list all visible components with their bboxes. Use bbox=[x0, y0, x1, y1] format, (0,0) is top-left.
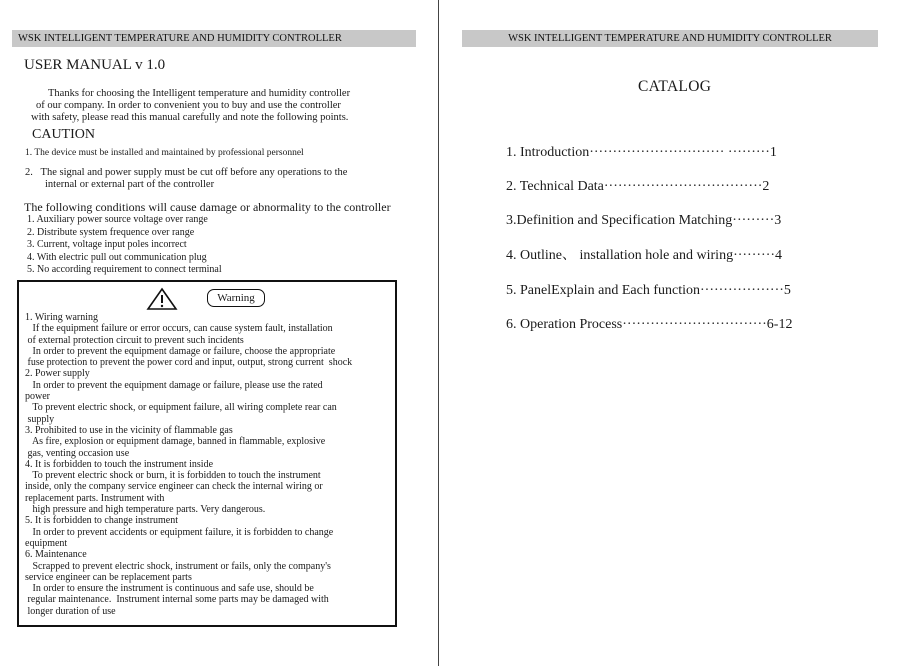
warning-line: gas, venting occasion use bbox=[25, 447, 130, 459]
manual-title: USER MANUAL v 1.0 bbox=[24, 57, 166, 73]
warning-line: To prevent electric shock or burn, it is forbidden to touch the instrument bbox=[25, 470, 321, 482]
warning-line: supply bbox=[25, 413, 55, 425]
condition-item: 3. Current, voltage input poles incorrect bbox=[27, 239, 187, 250]
caution-item-1: 1. The device must be installed and maintained by professional personnel bbox=[25, 148, 304, 158]
toc-item-panel-explain[interactable]: 5. PanelExplain and Each function··················5 bbox=[506, 283, 791, 298]
right-page-header: WSK INTELLIGENT TEMPERATURE AND HUMIDITY CONTROLLER bbox=[462, 30, 878, 47]
condition-item: 2. Distribute system frequence over range bbox=[27, 226, 195, 238]
warning-line: To prevent electric shock, or equipment failure, all wiring complete rear can bbox=[25, 402, 337, 414]
warning-line: of external protection circuit to prevent such incidents bbox=[25, 334, 244, 346]
warning-line: In order to prevent the equipment damage or failure, please use the rated bbox=[25, 379, 323, 391]
intro-line: Thanks for choosing the Intelligent temperature and humidity controller bbox=[48, 88, 351, 99]
toc-item-definition[interactable]: 3.Definition and Specification Matching·········3 bbox=[506, 213, 782, 228]
warning-line: In order to prevent the equipment damage or failure, choose the appropriate bbox=[25, 345, 336, 357]
warning-line: fuse protection to prevent the power cord and input, output, strong current shock bbox=[25, 357, 353, 369]
warning-triangle-icon bbox=[146, 287, 178, 311]
toc-item-technical-data[interactable]: 2. Technical Data··································2 bbox=[506, 179, 770, 194]
condition-item: 1. Auxiliary power source voltage over range bbox=[27, 214, 208, 225]
warning-line: longer duration of use bbox=[25, 605, 116, 617]
warning-line: 6. Maintenance bbox=[25, 549, 87, 561]
warning-line: inside, only the company service engineer can check the internal wiring or bbox=[25, 481, 323, 493]
intro-line: with safety, please read this manual carefully and note the following points. bbox=[31, 112, 349, 123]
warning-line: high pressure and high temperature parts. Very dangerous. bbox=[25, 504, 266, 516]
caution-heading: CAUTION bbox=[32, 127, 95, 142]
warning-line: Scrapped to prevent electric shock, instrument or fails, only the company's bbox=[25, 560, 331, 572]
toc-item-outline[interactable]: 4. Outline、 installation hole and wiring·········4 bbox=[506, 248, 783, 263]
warning-line: 1. Wiring warning bbox=[25, 312, 99, 323]
intro-paragraph bbox=[26, 88, 350, 124]
warning-line: equipment bbox=[25, 537, 68, 549]
right-page bbox=[440, 0, 900, 666]
warning-line: In order to prevent accidents or equipment failure, it is forbidden to change bbox=[25, 526, 334, 538]
left-page-header: WSK INTELLIGENT TEMPERATURE AND HUMIDITY CONTROLLER bbox=[12, 30, 416, 47]
catalog-title: CATALOG bbox=[638, 78, 712, 95]
warning-line: replacement parts. Instrument with bbox=[25, 492, 165, 504]
condition-item: 4. With electric pull out communication plug bbox=[27, 251, 207, 263]
warning-line: 5. It is forbidden to change instrument bbox=[25, 515, 179, 527]
warning-box bbox=[17, 280, 397, 627]
caution-item-2-line2: internal or external part of the controller bbox=[45, 179, 215, 190]
warning-line: As fire, explosion or equipment damage, banned in flammable, explosive bbox=[25, 436, 326, 448]
warning-line: 2. Power supply bbox=[25, 368, 90, 380]
warning-line: 4. It is forbidden to touch the instrument inside bbox=[25, 458, 214, 470]
toc-item-introduction[interactable]: 1. Introduction····························· ·········1 bbox=[506, 145, 777, 160]
conditions-list bbox=[27, 214, 222, 277]
warning-line: 3. Prohibited to use in the vicinity of flammable gas bbox=[25, 424, 233, 436]
conditions-heading: The following conditions will cause damage or abnormality to the controller bbox=[24, 200, 391, 214]
caution-item-2 bbox=[25, 167, 347, 191]
caution-item-2-line1: 2. The signal and power supply must be cut off before any operations to the bbox=[25, 167, 348, 178]
intro-line: of our company. In order to convenient you to buy and use the controller bbox=[36, 100, 341, 111]
warning-line: If the equipment failure or error occurs, can cause system fault, installation bbox=[25, 323, 333, 335]
left-page bbox=[0, 0, 438, 666]
condition-item: 5. No according requirement to connect terminal bbox=[27, 264, 222, 275]
warning-body bbox=[25, 312, 352, 617]
page-divider bbox=[438, 0, 439, 666]
warning-badge: Warning bbox=[207, 289, 265, 307]
warning-line: In order to ensure the instrument is continuous and safe use, should be bbox=[25, 583, 314, 595]
warning-line: power bbox=[25, 391, 50, 403]
warning-line: service engineer can be replacement parts bbox=[25, 571, 192, 583]
toc-item-operation-process[interactable]: 6. Operation Process·······························6-12 bbox=[506, 317, 793, 332]
warning-line: regular maintenance. Instrument internal some parts may be damaged with bbox=[25, 594, 329, 606]
